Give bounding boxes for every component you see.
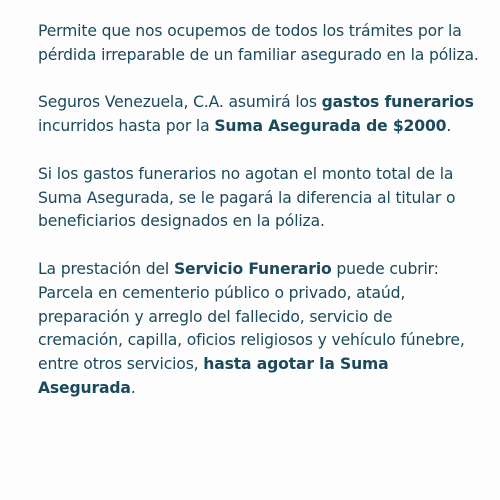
paragraph-difference	[38, 163, 480, 234]
paragraph-funeral-expenses	[38, 91, 480, 139]
text-segment: .	[130, 378, 136, 397]
bold-suma-asegurada: Suma Asegurada de $2000	[214, 117, 447, 136]
text-segment: La prestación del	[38, 259, 174, 278]
intro-text: Permite que nos ocupemos de todos los trámites por la pérdida irreparable de un familiar asegurado en la póliza.	[38, 22, 479, 64]
difference-text: Si los gastos funerarios no agotan el monto total de la Suma Asegurada, se le pagará la diferencia al titular o beneficiarios designados en la póliza.	[38, 164, 456, 231]
paragraph-intro	[38, 20, 480, 68]
text-segment: .	[446, 117, 452, 136]
text-segment: puede cubrir: Parcela en cementerio público o privado, ataúd, preparación y arreglo del fallecido, servicio de cremación, capilla, oficios religiosos y vehículo fúnebre, entre otros servicios,	[38, 259, 465, 374]
text-segment: incurridos hasta por la	[38, 117, 215, 136]
text-segment: Seguros Venezuela, C.A. asumirá los	[38, 93, 322, 112]
bold-hasta-agotar: hasta agotar la Suma Asegurada	[38, 355, 389, 397]
bold-servicio-funerario: Servicio Funerario	[173, 259, 332, 278]
paragraph-funeral-service	[38, 258, 480, 401]
bold-gastos-funerarios: gastos funerarios	[321, 93, 474, 112]
